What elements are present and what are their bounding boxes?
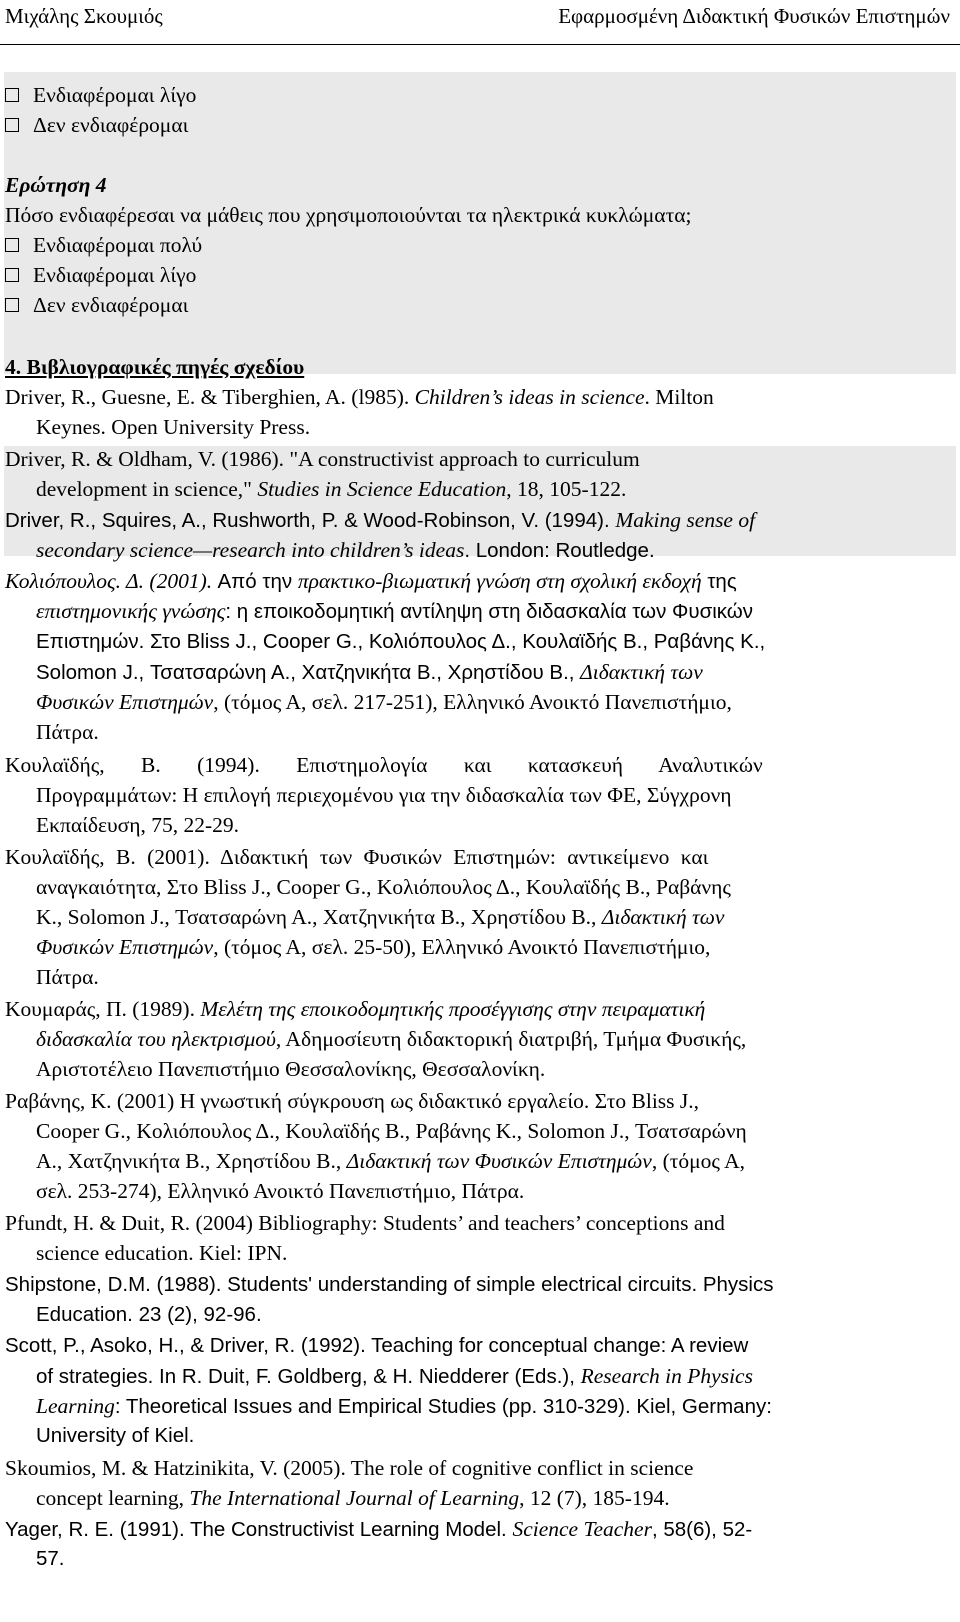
reference-line: Cooper G., Κολιόπουλος Δ., Κουλαϊδής Β., Ραβάνης Κ., Solomon J., Τσατσαρώνη [36,1119,747,1143]
reference-line: Κουλαϊδής, Β. (2001). Διδακτική των Φυσικών Επιστημών: αντικείμενο και [5,845,709,869]
reference-line: Πάτρα. [36,720,99,744]
reference-line: Φυσικών Επιστημών, (τόμος Α, σελ. 25-50), Ελληνικό Ανοικτό Πανεπιστήμιο, [36,935,711,959]
reference-line: Yager, R. E. (1991). The Constructivist Learning Model. Science Teacher, 58(6), 52- [5,1517,753,1541]
reference-line: Προγραμμάτων: Η επιλογή περιεχομένου για την διδασκαλία των ΦΕ, Σύγχρονη [36,783,732,807]
checkbox-icon[interactable] [5,88,19,102]
section-heading: 4. Βιβλιογραφικές πηγές σχεδίου [5,355,305,379]
reference-line: αναγκαιότητα, Στο Bliss J., Cooper G., Κολιόπουλος Δ., Κουλαϊδής Β., Ραβάνης [36,875,731,899]
reference-line: Αριστοτέλειο Πανεπιστήμιο Θεσσαλονίκης, Θεσσαλονίκη. [36,1057,546,1081]
checkbox-option[interactable] [5,260,196,290]
reference-line: Ραβάνης, Κ. (2001) Η γνωστική σύγκρουση ως διδακτικό εργαλείο. Στο Bliss J., [5,1089,700,1113]
reference-line: Scott, P., Asoko, H., & Driver, R. (1992). Teaching for conceptual change: A review [5,1334,749,1357]
reference-line: concept learning, The International Journal of Learning, 12 (7), 185-194. [36,1486,670,1510]
reference-line: development in science," Studies in Science Education, 18, 105-122. [36,477,627,501]
checkbox-icon[interactable] [5,268,19,282]
reference-line: science education. Kiel: IPN. [36,1241,288,1265]
reference-line: Solomon J., Τσατσαρώνη Α., Χατζηνικήτα Β., Χρηστίδου Β., Διδακτική των [36,660,703,684]
checkbox-option[interactable] [5,290,188,320]
question-text: Πόσο ενδιαφέρεσαι να μάθεις που χρησιμοποιούνται τα ηλεκτρικά κυκλώματα; [5,203,692,227]
option-label: Δεν ενδιαφέρομαι [33,293,189,317]
checkbox-icon[interactable] [5,238,19,252]
reference-line: διδασκαλία του ηλεκτρισμού, Αδημοσίευτη διδακτορική διατριβή, Τμήμα Φυσικής, [36,1027,747,1051]
reference-line: University of Kiel. [36,1424,195,1447]
page-header [0,4,960,34]
reference-line: 57. [36,1547,65,1570]
reference-line: Learning: Theoretical Issues and Empirical Studies (pp. 310-329). Kiel, Germany: [36,1394,772,1418]
reference-line: Πάτρα. [36,965,99,989]
checkbox-icon[interactable] [5,298,19,312]
reference-line: Education. 23 (2), 92-96. [36,1303,262,1326]
reference-line: Εκπαίδευση, 75, 22-29. [36,813,240,837]
option-label: Ενδιαφέρομαι πολύ [33,233,203,257]
reference-line: Κουμαράς, Π. (1989). Μελέτη της εποικοδομητικής προσέγγισης στην πειραματική [5,997,706,1021]
reference-line: Pfundt, H. & Duit, R. (2004) Bibliography: Students’ and teachers’ conceptions and [5,1211,725,1235]
reference-line: σελ. 253-274), Ελληνικό Ανοικτό Πανεπιστήμιο, Πάτρα. [36,1179,525,1203]
header-rule [0,44,960,45]
reference-line: Φυσικών Επιστημών, (τόμος Α, σελ. 217-251), Ελληνικό Ανοικτό Πανεπιστήμιο, [36,690,732,714]
question-heading: Ερώτηση 4 [5,173,107,197]
header-author: Μιχάλης Σκουμιός [5,4,163,28]
reference-line: of strategies. In R. Duit, F. Goldberg, & H. Niedderer (Eds.), Research in Physics [36,1364,753,1388]
reference-line: Κ., Solomon J., Τσατσαρώνη Α., Χατζηνικήτα Β., Χρηστίδου Β., Διδακτική των [36,905,725,929]
checkbox-option[interactable] [5,230,202,260]
reference-line: Α., Χατζηνικήτα Β., Χρηστίδου Β., Διδακτική των Φυσικών Επιστημών, (τόμος Α, [36,1149,746,1173]
checkbox-icon[interactable] [5,118,19,132]
checkbox-option[interactable] [5,80,196,110]
option-label: Ενδιαφέρομαι λίγο [33,83,197,107]
checkbox-option[interactable] [5,110,188,140]
reference-line: Driver, R., Guesne, E. & Tiberghien, A. (l985). Children’s ideas in science. Milton [5,385,714,409]
option-label: Δεν ενδιαφέρομαι [33,113,189,137]
reference-line: Επιστημών. Στο Bliss J., Cooper G., Κολιόπουλος Δ., Κουλαϊδής Β., Ραβάνης Κ., [36,630,766,653]
reference-line: επιστημονικής γνώσης: η εποικοδομητική αντίληψη στη διδασκαλία των Φυσικών [36,599,754,623]
reference-line: Driver, R., Squires, A., Rushworth, P. & Wood-Robinson, V. (1994). Making sense of [5,508,756,532]
reference-line: Keynes. Open University Press. [36,415,311,439]
reference-line: Skoumios, M. & Hatzinikita, V. (2005). The role of cognitive conflict in science [5,1456,694,1480]
reference-line: Κολιόπουλος. Δ. (2001). Από την πρακτικο-βιωματική γνώση στη σχολική εκδοχή της [5,569,737,593]
option-label: Ενδιαφέρομαι λίγο [33,263,197,287]
reference-line: Shipstone, D.M. (1988). Students' understanding of simple electrical circuits. Physics [5,1273,774,1296]
reference-line: Κουλαϊδής, Β. (1994). Επιστημολογία και κατασκευή Αναλυτικών [5,753,763,777]
header-title: Εφαρμοσμένη Διδακτική Φυσικών Επιστημών [558,4,950,28]
reference-line: secondary science—research into children’s ideas. London: Routledge. [36,538,655,562]
reference-line: Driver, R. & Oldham, V. (1986). "A constructivist approach to curriculum [5,447,640,471]
